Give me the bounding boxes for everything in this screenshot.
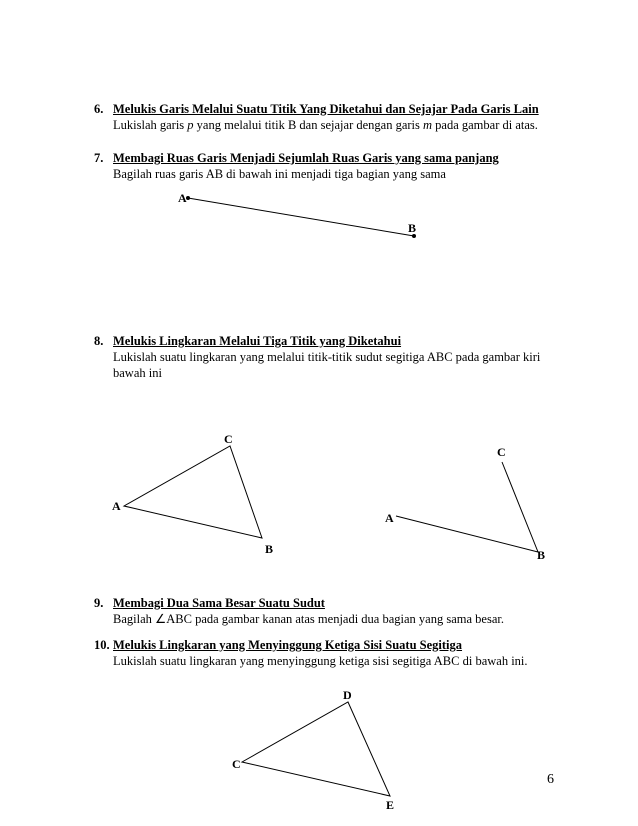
triangle-cde — [242, 702, 390, 796]
item-description: Bagilah ruas garis AB di bawah ini menjadi tiga bagian yang sama — [113, 167, 446, 181]
triangle-left-label-b: B — [265, 542, 274, 556]
item-title: Melukis Lingkaran yang Menyinggung Ketiga Sisi Suatu Segitiga — [113, 638, 463, 652]
segment-ab-figure — [178, 191, 416, 238]
item-description: Bagilah ∠ABC pada gambar kanan atas menjadi dua bagian yang sama besar. — [113, 612, 504, 626]
triangle-abc-left — [124, 446, 262, 538]
item-number: 6. — [94, 102, 104, 116]
item-title: Melukis Lingkaran Melalui Tiga Titik yang Diketahui — [113, 334, 402, 348]
item-description: Lukislah suatu lingkaran yang melalui titik-titik sudut segitiga ABC pada gambar kiri bawah ini — [113, 350, 541, 380]
page-number: 6 — [547, 772, 554, 787]
item-title: Melukis Garis Melalui Suatu Titik Yang Diketahui dan Sejajar Pada Garis Lain — [113, 102, 539, 116]
item-title: Membagi Ruas Garis Menjadi Sejumlah Ruas Garis yang sama panjang — [113, 151, 499, 165]
triangle-left-label-a: A — [112, 499, 121, 513]
item-description: Lukislah suatu lingkaran yang menyinggung ketiga sisi segitiga ABC di bawah ini. — [113, 654, 528, 668]
item-description: Lukislah garis p yang melalui titik B dan sejajar dengan garis m pada gambar di atas. — [113, 118, 538, 132]
segment-ab-line — [188, 198, 417, 236]
triangle-abc-left-figure — [112, 432, 273, 556]
item-number: 9. — [94, 596, 104, 610]
item-number: 7. — [94, 151, 104, 165]
triangle-label-c: C — [232, 757, 241, 771]
item-title: Membagi Dua Sama Besar Suatu Sudut — [113, 596, 325, 610]
triangle-left-label-c: C — [224, 432, 233, 446]
angle-label-b: B — [537, 548, 546, 562]
segment-label-a: A — [178, 191, 187, 205]
angle-abc-right — [396, 462, 538, 552]
angle-abc-right-figure — [385, 445, 545, 562]
item-number: 8. — [94, 334, 104, 348]
angle-label-a: A — [385, 511, 394, 525]
segment-label-b: B — [408, 221, 417, 235]
triangle-label-d: D — [343, 688, 352, 702]
item-number: 10. — [94, 638, 110, 652]
triangle-label-e: E — [386, 798, 395, 812]
angle-label-c: C — [497, 445, 506, 459]
triangle-cde-figure — [232, 688, 394, 812]
